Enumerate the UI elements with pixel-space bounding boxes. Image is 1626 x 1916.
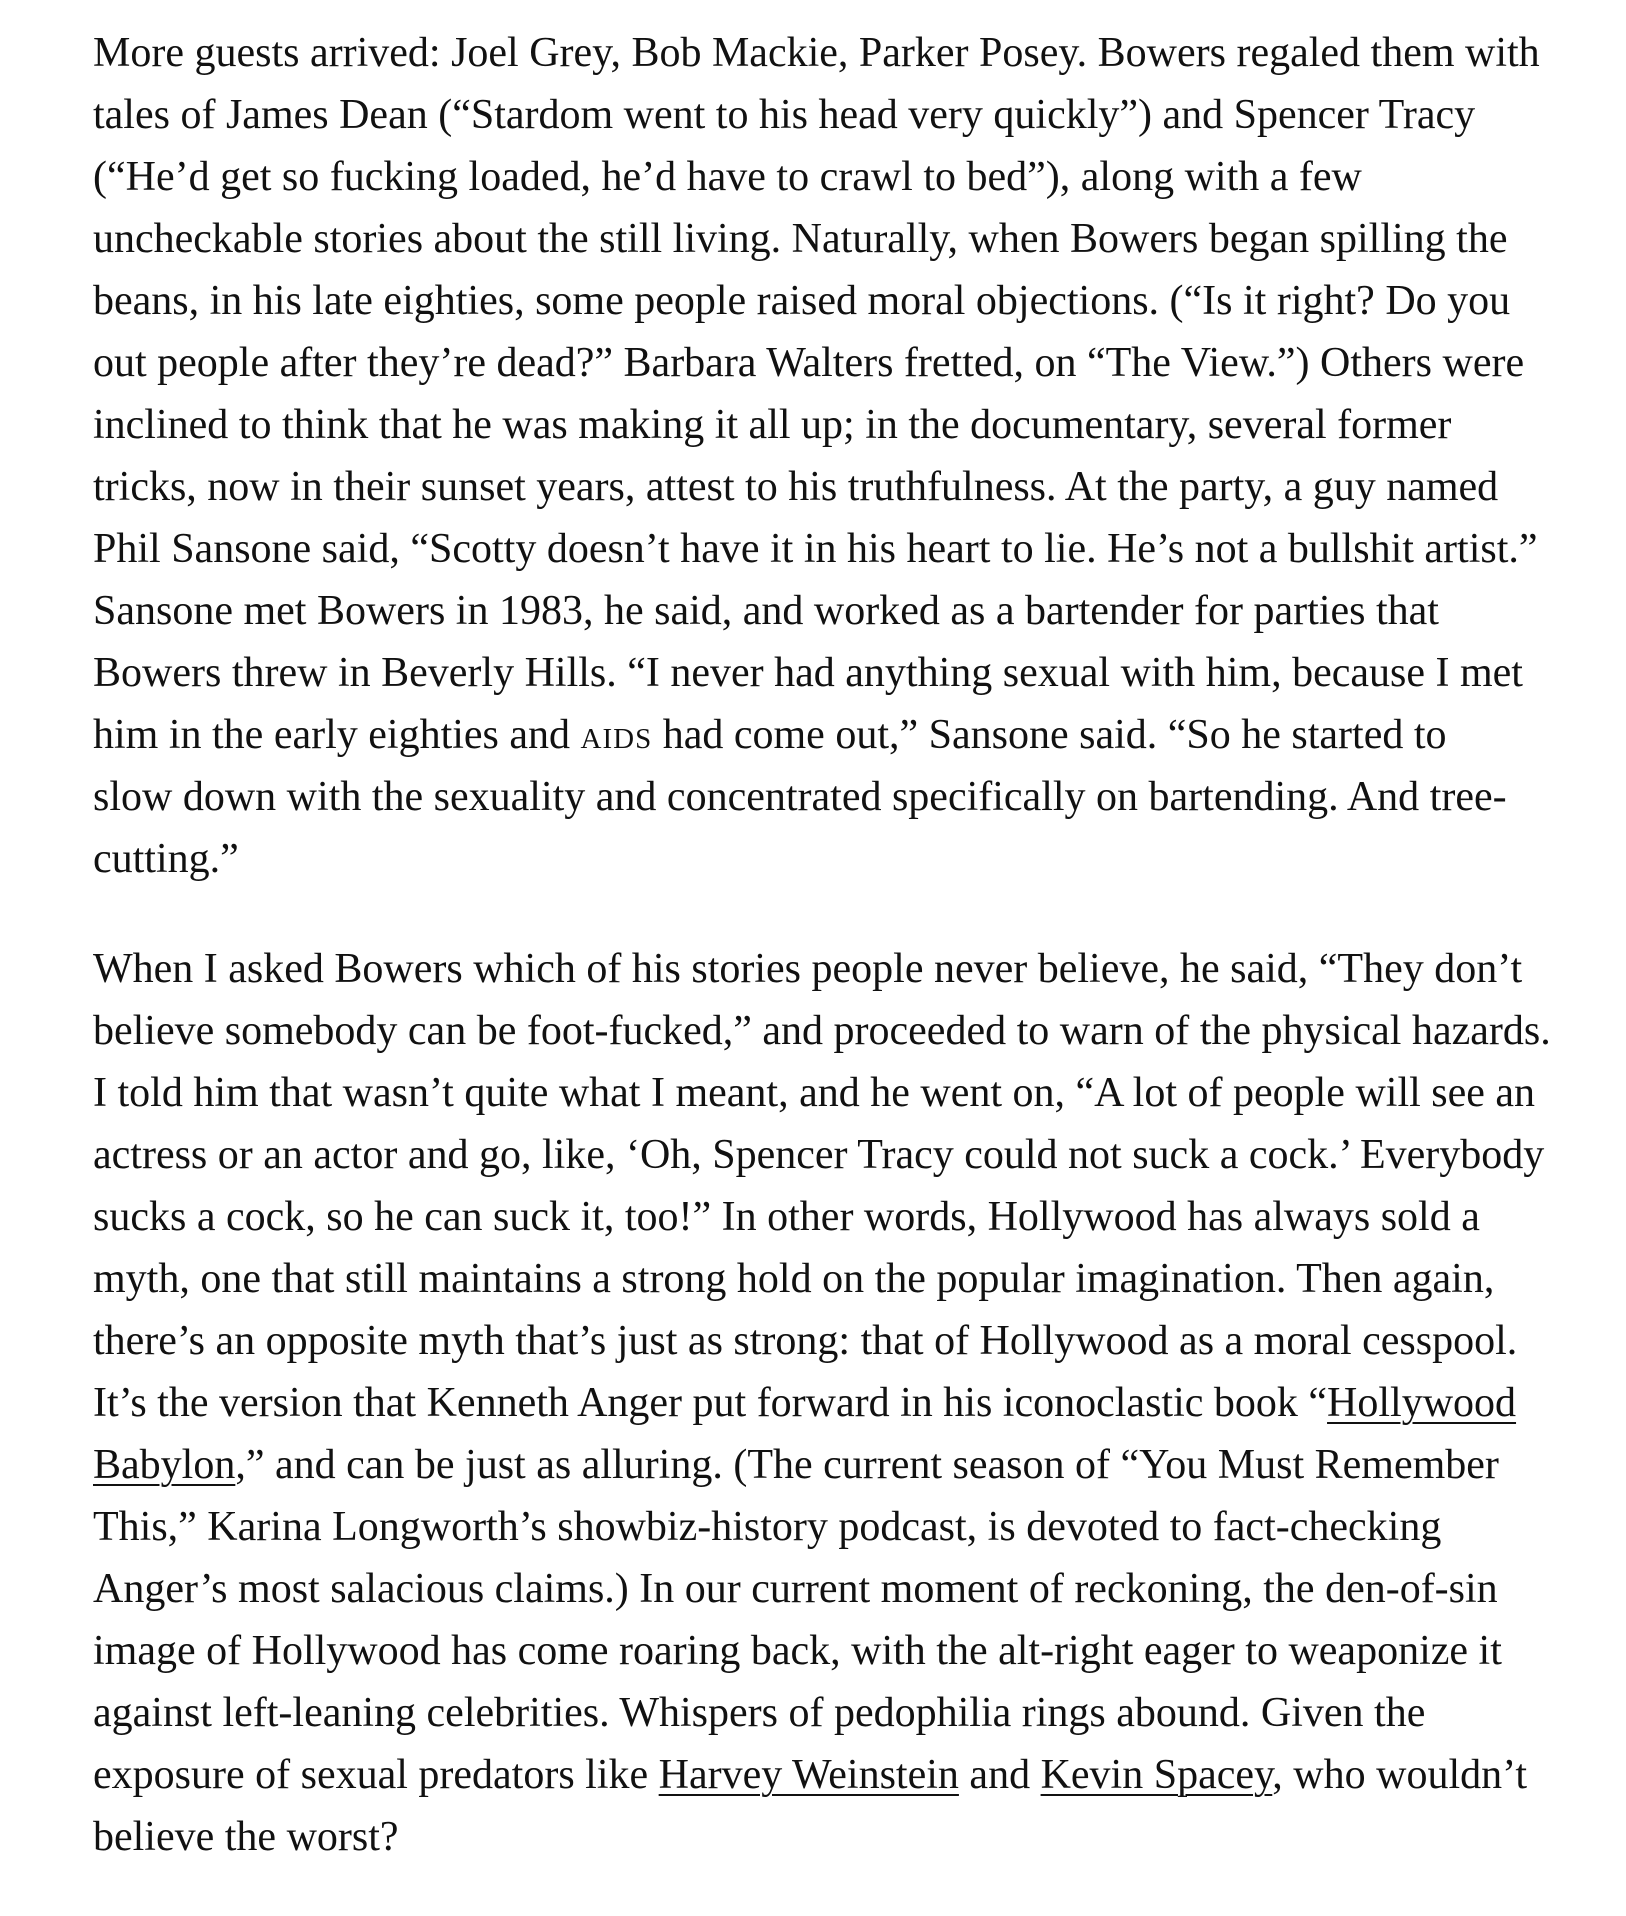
text-line: More guests arrived: Joel Grey, Bob Mackie, Parker Posey. Bowers regaled them with: [93, 30, 1540, 76]
text-line: This,” Karina Longworth’s showbiz-history podcast, is devoted to fact-checking: [93, 1504, 1442, 1550]
text-line: (“He’d get so fucking loaded, he’d have to crawl to bed”), along with a few: [93, 154, 1362, 200]
text-line: there’s an opposite myth that’s just as strong: that of Hollywood as a moral cesspool.: [93, 1318, 1518, 1364]
text-line: Phil Sansone said, “Scotty doesn’t have it in his heart to lie. He’s not a bullshit artist.”: [93, 526, 1538, 572]
paragraph-1: [93, 22, 1543, 890]
aids-smallcaps: aids: [580, 712, 653, 758]
text-line: against left-leaning celebrities. Whispers of pedophilia rings abound. Given the: [93, 1690, 1426, 1736]
text-segment: him in the early eighties and: [93, 712, 581, 758]
text-line: cutting.”: [93, 836, 239, 882]
text-segment: , who wouldn’t: [1272, 1752, 1528, 1798]
text-line: beans, in his late eighties, some people raised moral objections. (“Is it right? Do you: [93, 278, 1511, 324]
kevin-spacey-link[interactable]: Kevin Spacey: [1040, 1752, 1273, 1798]
hollywood-babylon-link[interactable]: Hollywood: [1327, 1380, 1517, 1426]
text-segment: It’s the version that Kenneth Anger put forward in his iconoclastic book “: [93, 1380, 1328, 1426]
text-line: [93, 1434, 1543, 1496]
text-line: inclined to think that he was making it all up; in the documentary, several former: [93, 402, 1452, 448]
text-line: myth, one that still maintains a strong hold on the popular imagination. Then again,: [93, 1256, 1495, 1302]
paragraph-2: [93, 938, 1551, 1868]
text-line: out people after they’re dead?” Barbara Walters fretted, on “The View.”) Others were: [93, 340, 1525, 386]
text-segment: ,” and can be just as alluring. (The current season of “You Must Remember: [235, 1442, 1499, 1488]
text-line: sucks a cock, so he can suck it, too!” In other words, Hollywood has always sold a: [93, 1194, 1480, 1240]
text-line: tales of James Dean (“Stardom went to his head very quickly”) and Spencer Tracy: [93, 92, 1476, 138]
text-line: I told him that wasn’t quite what I meant, and he went on, “A lot of people will see an: [93, 1070, 1536, 1116]
hollywood-babylon-link-cont[interactable]: Babylon: [93, 1442, 236, 1488]
text-line: [93, 1744, 1543, 1806]
text-segment: had come out,” Sansone said. “So he started to: [652, 712, 1447, 758]
text-line: uncheckable stories about the still living. Naturally, when Bowers began spilling the: [93, 216, 1508, 262]
text-line: actress or an actor and go, like, ‘Oh, Spencer Tracy could not suck a cock.’ Everybody: [93, 1132, 1545, 1178]
text-line: slow down with the sexuality and concentrated specifically on bartending. And tree-: [93, 774, 1507, 820]
text-line: When I asked Bowers which of his stories people never believe, he said, “They don’t: [93, 946, 1523, 992]
text-line: Anger’s most salacious claims.) In our current moment of reckoning, the den-of-sin: [93, 1566, 1498, 1612]
text-line: believe somebody can be foot-fucked,” and proceeded to warn of the physical hazards.: [93, 1008, 1551, 1054]
text-line: tricks, now in their sunset years, attest to his truthfulness. At the party, a guy named: [93, 464, 1499, 510]
text-line: [93, 1372, 1543, 1434]
text-segment: exposure of sexual predators like: [93, 1752, 659, 1798]
text-line: image of Hollywood has come roaring back, with the alt-right eager to weaponize it: [93, 1628, 1502, 1674]
text-line: [93, 704, 1543, 766]
text-line: Bowers threw in Beverly Hills. “I never had anything sexual with him, because I met: [93, 650, 1523, 696]
text-segment: and: [958, 1752, 1041, 1798]
text-line: Sansone met Bowers in 1983, he said, and worked as a bartender for parties that: [93, 588, 1439, 634]
harvey-weinstein-link[interactable]: Harvey Weinstein: [658, 1752, 959, 1798]
text-line: believe the worst?: [93, 1814, 399, 1860]
article-body: [93, 22, 1551, 1916]
